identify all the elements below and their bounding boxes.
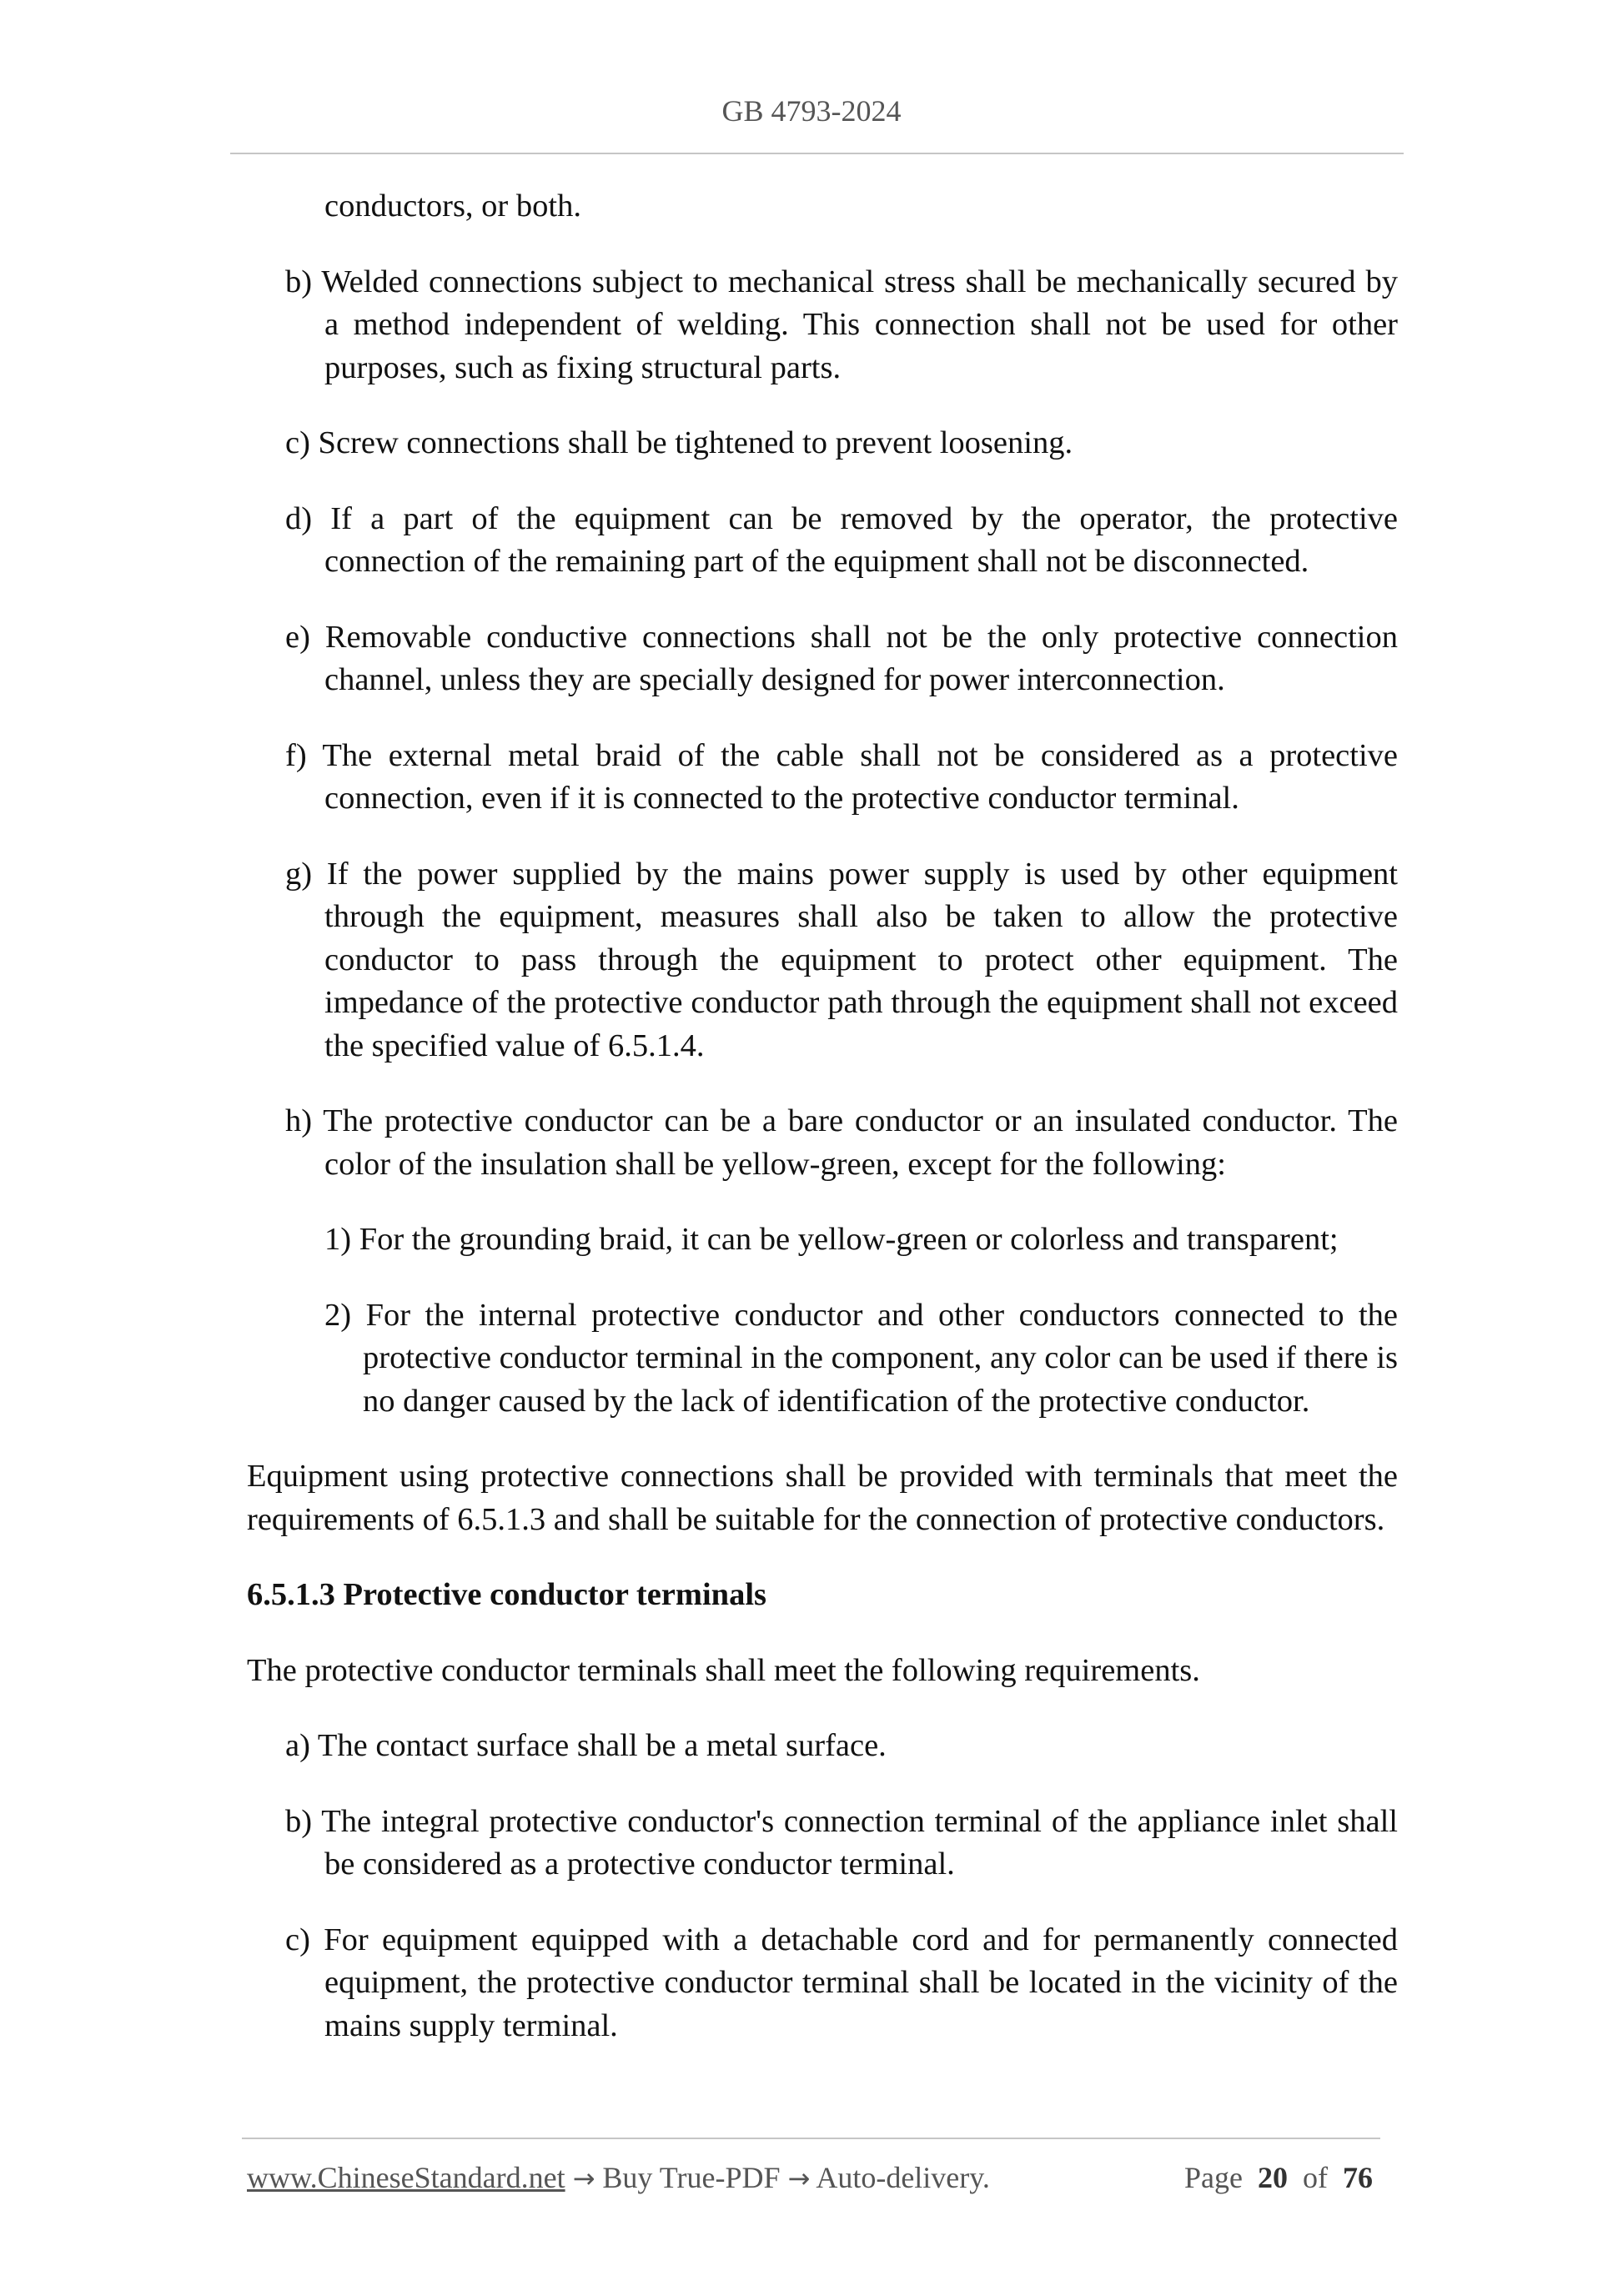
list-item-c (285, 422, 1398, 465)
page-label: Page (1184, 2161, 1243, 2194)
document-body (247, 185, 1398, 2080)
list-marker: h) (285, 1103, 313, 1138)
list-marker: 1) (324, 1222, 352, 1257)
sublist-item-2 (324, 1294, 1398, 1424)
website-link[interactable]: www.ChineseStandard.net (247, 2161, 565, 2194)
total-pages: 76 (1343, 2161, 1373, 2194)
sublist-item-1 (324, 1218, 1398, 1262)
list-item-f (285, 735, 1398, 821)
list-marker: b) (285, 264, 313, 299)
list-item-b (285, 261, 1398, 390)
list-item-e (285, 616, 1398, 702)
arrow-right-icon: → (572, 2163, 595, 2194)
list-item-text: The integral protective conductor's connection terminal of the appliance inlet shall be considered as a protective conductor terminal. (321, 1803, 1398, 1882)
list-marker: b) (285, 1803, 313, 1839)
arrow-right-icon: → (787, 2163, 811, 2194)
body-paragraph: Equipment using protective connections shall be provided with terminals that meet the requirements of 6.5.1.3 and shall be suitable for the connection of protective conductors. (247, 1459, 1398, 1537)
page-footer (247, 2160, 1381, 2195)
buy-pdf-text: Buy True-PDF (602, 2161, 781, 2194)
list-item-text: For the internal protective conductor and other conductors connected to the protective conductor terminal in the component, any color can be used if there is no danger caused by the lack of identification of the protective conductor. (363, 1297, 1399, 1419)
of-label: of (1303, 2161, 1328, 2194)
list-item-g (285, 853, 1398, 1068)
list-item-a (285, 1725, 1398, 1768)
list-marker: c) (285, 1922, 310, 1957)
page-number: 20 (1258, 2161, 1288, 2194)
page-header-title: GB 4793-2024 (721, 94, 902, 128)
list-item-d (285, 498, 1398, 584)
page-indicator (1184, 2160, 1373, 2195)
list-marker: c) (285, 425, 310, 460)
list-item-text: If the power supplied by the mains power supply is used by other equipment through the equipment, measures shall also be taken to allow the protective conductor to pass through the equipment to protect other equipment. The impedance of the protective conductor path through the equipment shall not exceed the specified value of 6.5.1.4. (324, 856, 1398, 1063)
list-item-text: If a part of the equipment can be removed by the operator, the protective connection of the remaining part of the equipment shall not be disconnected. (324, 500, 1398, 579)
list-marker: e) (285, 619, 310, 655)
header-divider (230, 153, 1404, 154)
list-marker: g) (285, 856, 313, 892)
list-item-text: The contact surface shall be a metal surface. (317, 1728, 887, 1763)
list-item-text: For the grounding braid, it can be yellow-green or colorless and transparent; (359, 1222, 1339, 1257)
list-item-text: Removable conductive connections shall not be the only protective connection channel, unless they are specially designed for power interconnection. (324, 619, 1398, 697)
list-item-text: Welded connections subject to mechanical stress shall be mechanically secured by a method independent of welding. This connection shall not be used for other purposes, such as fixing structural parts. (321, 264, 1398, 385)
list-marker: 2) (324, 1297, 352, 1333)
continuation-text: conductors, or both. (324, 188, 581, 224)
list-marker: f) (285, 737, 307, 773)
delivery-text: Auto-delivery. (816, 2161, 990, 2194)
list-item-text: The external metal braid of the cable shall not be considered as a protective connection, even if it is connected to the protective conductor terminal. (322, 737, 1398, 816)
list-item-b (285, 1801, 1398, 1887)
footer-divider (242, 2138, 1380, 2139)
list-item-text: For equipment equipped with a detachable cord and for permanently connected equipment, the protective conductor terminal shall be located in the vicinity of the mains supply terminal. (324, 1922, 1399, 2043)
list-item-c (285, 1919, 1398, 2048)
list-item-text: The protective conductor can be a bare conductor or an insulated conductor. The color of the insulation shall be yellow-green, except for the following: (323, 1103, 1398, 1182)
list-marker: d) (285, 500, 313, 536)
section-heading: 6.5.1.3 Protective conductor terminals (247, 1577, 766, 1612)
list-item-text: Screw connections shall be tightened to prevent loosening. (318, 425, 1073, 460)
list-item-h (285, 1100, 1398, 1186)
body-paragraph: The protective conductor terminals shall meet the following requirements. (247, 1652, 1200, 1688)
list-marker: a) (285, 1728, 310, 1763)
